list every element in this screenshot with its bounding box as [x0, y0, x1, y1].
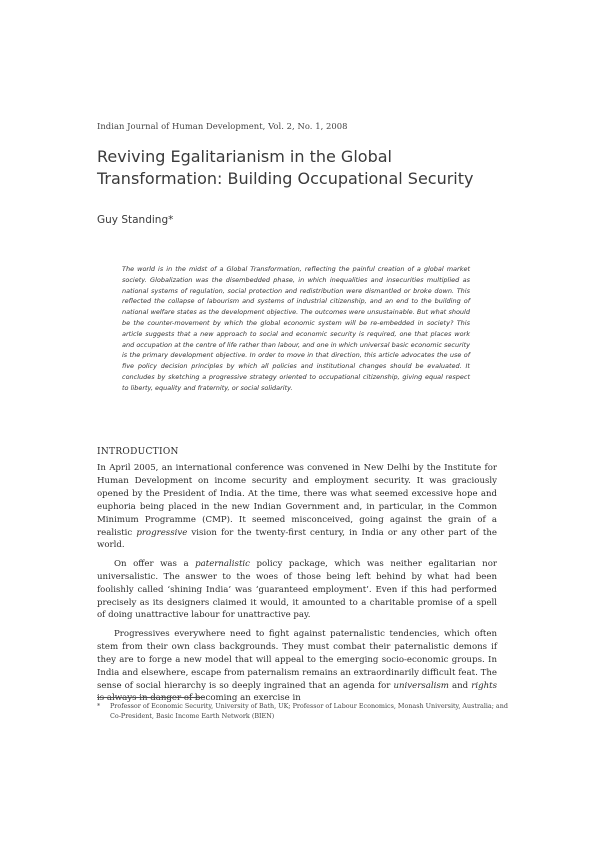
paragraph-1: [97, 462, 497, 552]
paragraph-1-emphasis: progressive: [136, 527, 188, 538]
body-text: [97, 462, 497, 711]
footnote-text: Professor of Economic Security, University of Bath, UK; Professor of Labour Economics, Monash University, Australia; and Co-President, Basic Income Earth Network (BIEN): [110, 702, 508, 720]
paragraph-2-text-b: policy package, which was neither egalitarian nor universalistic. The answer to the woes of those being left behind by what had been foolishly called ‘shining India’ was ‘guaranteed employment’. Even if this had performed precisely as its designers claimed it would, it amounted to a charitable promise of a spell of doing unattractive labour for unattractive pay.: [97, 558, 498, 621]
article-title-line-2: Transformation: Building Occupational Security: [97, 169, 474, 188]
article-title: [97, 146, 517, 190]
paragraph-3-emphasis-2: rights: [471, 680, 497, 691]
paragraph-2: [97, 558, 497, 623]
paragraph-3-text-a: Progressives everywhere need to fight against paternalistic tendencies, which often stem from their own class backgrounds. They must combat their paternalistic demons if they are to forge a new model that will appeal to the emerging socio-economic groups. In India and elsewhere, escape from paternalism remains an extraordinarily difficult feat. The sense of social hierarchy is so deeply ingrained that an agenda for: [97, 628, 497, 691]
paragraph-3-text-mid: and: [448, 680, 472, 691]
paragraph-3-text-b: is always in danger of becoming an exercise in: [97, 693, 301, 704]
section-heading-introduction: INTRODUCTION: [97, 447, 179, 457]
footnote: [97, 702, 510, 722]
footnote-mark: *: [97, 702, 101, 710]
journal-citation: Indian Journal of Human Development, Vol. 2, No. 1, 2008: [97, 121, 348, 131]
paragraph-2-emphasis: paternalistic: [195, 558, 250, 569]
author-name: Guy Standing*: [97, 214, 174, 226]
paragraph-2-text-a: On offer was a: [114, 558, 196, 569]
paragraph-1-text-a: In April 2005, an international conference was convened in New Delhi by the Institute for Human Development on income security and employment security. It was graciously opened by the President of India. At the time, there was what seemed excessive hope and euphoria being placed in the new Indian Government and, in particular, in the Common Minimum Programme (CMP). It seemed misconceived, going against the grain of a realistic: [97, 463, 497, 538]
paragraph-1-text-b: vision for the twenty-first century, in India or any other part of the world.: [97, 527, 497, 551]
footnote-divider: [97, 697, 205, 698]
abstract: The world is in the midst of a Global Transformation, reflecting the painful creation of a global market society. Globalization was the disembedded phase, in which inequalities and insecurities multiplied as national systems of regulation, social protection and redistribution were dismantled or broke down. This reflected the collapse of labourism and systems of industrial citizenship, and an end to the building of national welfare states as the development objective. The outcomes were unsustainable. But what should be the counter-movement by which the global economic system will be re-embedded in society? This article suggests that a new approach to social and economic security is required, one that places work and occupation at the centre of life rather than labour, and one in which universal basic economic security is the primary development objective. In order to move in that direction, this article advocates the use of five policy decision principles by which all policies and institutional changes should be evaluated. It concludes by sketching a progressive strategy oriented to occupational citizenship, giving equal respect to liberty, equality and fraternity, or social solidarity.: [122, 265, 470, 392]
paragraph-3-emphasis-1: universalism: [393, 680, 449, 691]
paragraph-3: [97, 628, 497, 705]
article-title-line-1: Reviving Egalitarianism in the Global: [97, 147, 392, 166]
